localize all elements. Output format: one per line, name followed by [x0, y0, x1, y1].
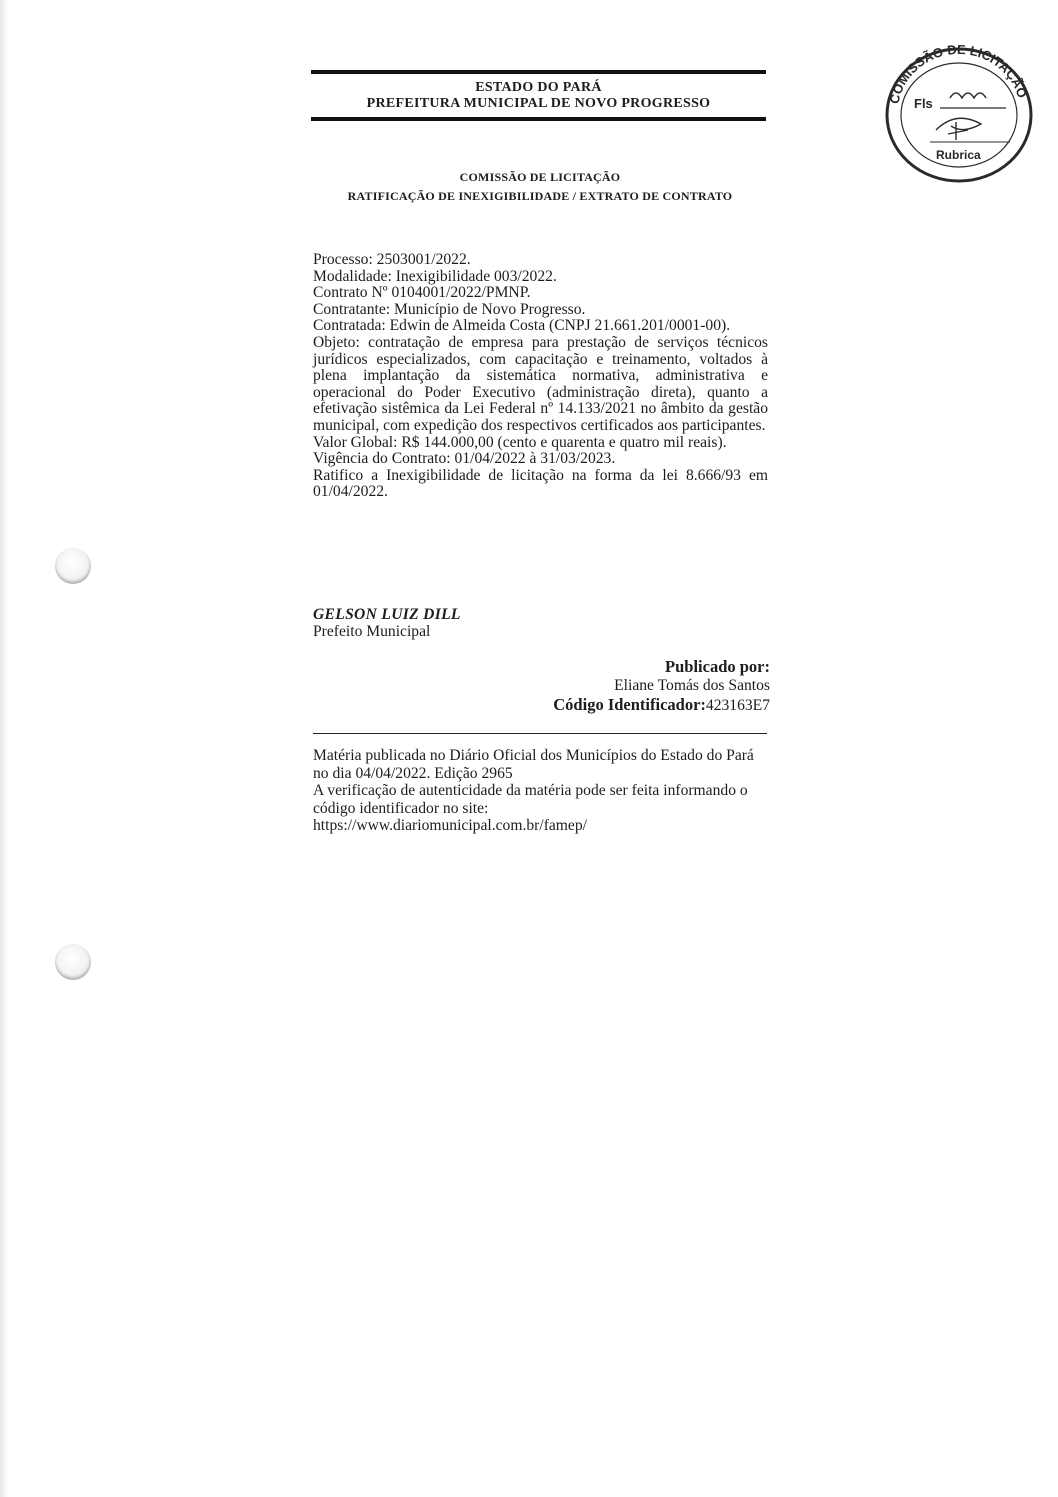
- footer-divider: [313, 733, 767, 734]
- publisher-name: Eliane Tomás dos Santos: [614, 677, 770, 694]
- field-contrato: Contrato Nº 0104001/2022/PMNP.: [313, 284, 531, 302]
- field-processo: Processo: 2503001/2022.: [313, 251, 471, 268]
- identifier-code: 423163E7: [705, 697, 770, 714]
- field-objeto: Objeto: contratação de empresa para prestação de serviços técnicos jurídicos especializados, com capacitação e treinamento, voltados à plena implantação da sistemática normativa, administrativa e operacional do Poder Executivo (administração direta), quanto a efetivação sistêmica da Lei Federal nº 14.133/2021 no âmbito da gestão municipal, com expedição dos respectivos certificados aos participantes.: [313, 333, 768, 434]
- stamp-handwritten-number: [950, 93, 986, 98]
- field-valor: Valor Global: R$ 144.000,00 (cento e quarenta e quatro mil reais).: [313, 433, 727, 451]
- field-vigencia: Vigência do Contrato: 01/04/2022 à 31/03/2023.: [313, 450, 616, 468]
- stamp-ring-text: COMISSÃO DE LICITAÇÃO: [886, 41, 1031, 106]
- field-contratada: Contratada: Edwin de Almeida Costa (CNPJ 21.661.201/0001-00).: [313, 317, 731, 335]
- header-municipality: PREFEITURA MUNICIPAL DE NOVO PROGRESSO: [366, 96, 711, 111]
- footer-url: https://www.diariomunicipal.com.br/famep/: [313, 817, 587, 835]
- published-by-label: Publicado por:: [665, 657, 770, 676]
- punch-hole-bottom: [55, 944, 91, 980]
- page-edge-shadow: [0, 0, 8, 1497]
- signature-block: [313, 606, 461, 640]
- field-contratante: Contratante: Município de Novo Progresso.: [313, 300, 586, 318]
- stamp-fls-label: Fls: [914, 96, 933, 111]
- footer-verification-info: A verificação de autenticidade da matéria pode ser feita informando o código identificador no site:: [313, 782, 748, 817]
- licitacao-stamp: [878, 38, 1040, 186]
- field-ratifico: Ratifico a Inexigibilidade de licitação na forma da lei 8.666/93 em 01/04/2022.: [313, 466, 768, 501]
- document-title: [300, 168, 780, 206]
- footer-note: [313, 747, 773, 835]
- signatory-name: GELSON LUIZ DILL: [313, 606, 461, 623]
- document-body: [313, 252, 768, 501]
- title-subject: RATIFICAÇÃO DE INEXIGIBILIDADE / EXTRATO DE CONTRATO: [347, 189, 733, 203]
- field-modalidade: Modalidade: Inexigibilidade 003/2022.: [313, 267, 557, 285]
- title-commission: COMISSÃO DE LICITAÇÃO: [459, 170, 621, 184]
- identifier-line: [553, 695, 770, 715]
- punch-hole-top: [55, 548, 91, 584]
- header-state: ESTADO DO PARÁ: [475, 80, 602, 95]
- footer-publication-info: Matéria publicada no Diário Oficial dos Municípios do Estado do Pará no dia 04/04/2022. Edição 2965: [313, 747, 754, 782]
- identifier-label: Código Identificador:: [553, 695, 706, 714]
- signatory-role: Prefeito Municipal: [313, 623, 431, 640]
- document-header: [311, 70, 766, 121]
- header-bottom-rule: [311, 117, 766, 121]
- publication-block: [553, 657, 770, 715]
- stamp-rubrica-signature: [936, 118, 981, 140]
- stamp-rubrica-label: Rubrica: [936, 148, 981, 162]
